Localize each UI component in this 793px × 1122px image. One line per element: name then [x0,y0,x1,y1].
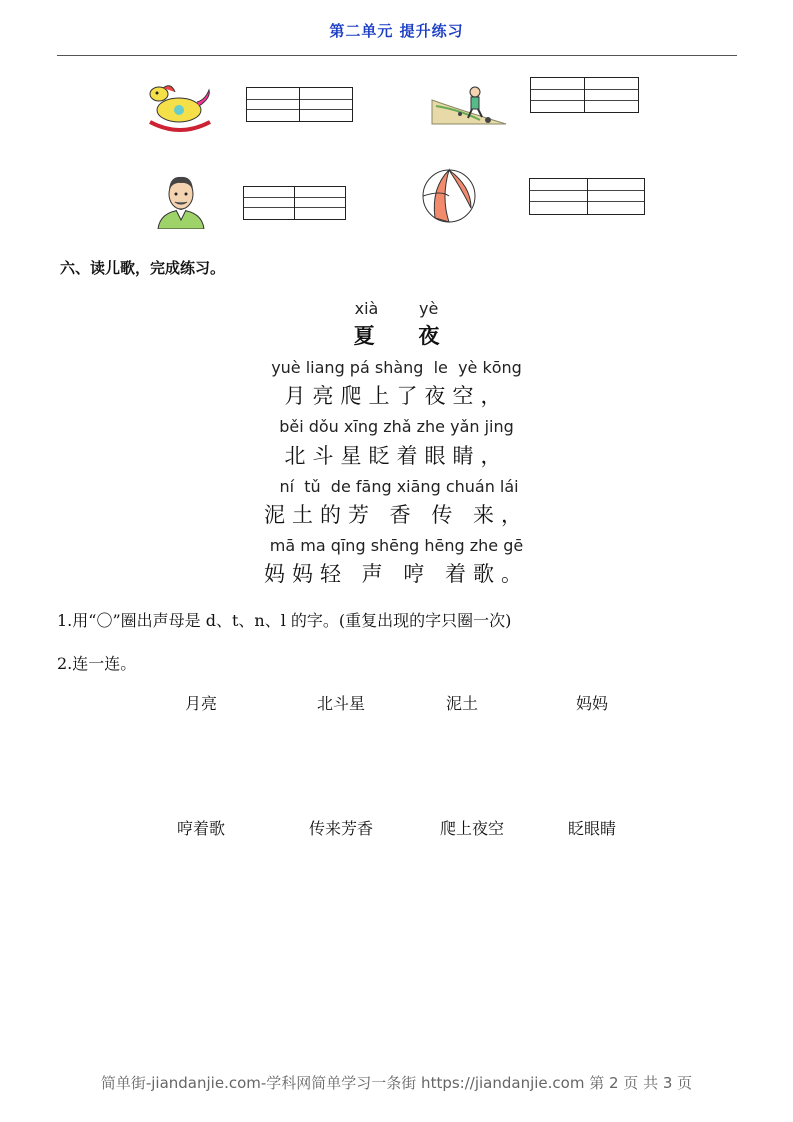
match-word-top[interactable]: 泥土 [445,694,478,713]
child-climbing-hill-icon [430,80,508,128]
poem-title: 夏 夜 [353,323,440,348]
match-word-top[interactable]: 月亮 [184,694,217,713]
page-header-title: 第二单元 提升练习 [329,22,464,40]
poem-line-hanzi: 北斗星眨着眼睛， [284,444,509,468]
question-1: 1.用“〇”圈出声母是 d、t、n、l 的字。(重复出现的字只圈一次) [57,611,512,630]
poem-title-pinyin: xià yè [354,299,439,318]
match-word-top[interactable]: 北斗星 [316,694,365,713]
poem-line-hanzi: 泥土的芳 香 传 来， [263,503,530,527]
match-word-top[interactable]: 妈妈 [575,694,608,713]
pinyin-writing-box[interactable] [243,186,346,220]
pinyin-writing-box[interactable] [530,77,639,113]
match-word-bottom[interactable]: 眨眼睛 [567,819,616,838]
match-word-bottom[interactable]: 哼着歌 [176,819,225,838]
pinyin-writing-box[interactable] [246,87,353,122]
poem-line-hanzi: 妈妈轻 声 哼 着歌。 [263,562,530,586]
grandpa-icon [156,172,206,229]
question-2: 2.连一连。 [57,654,137,673]
rocking-horse-icon [145,80,215,135]
pinyin-writing-box[interactable] [529,178,645,215]
poem-line-pinyin: ní tǔ de fāng xiāng chuán lái [274,477,519,496]
beach-ball-icon [421,168,477,224]
match-word-bottom[interactable]: 爬上夜空 [439,819,504,838]
poem-line-hanzi: 月亮爬上了夜空， [284,384,509,408]
poem-line-pinyin: mā ma qīng shēng hēng zhe gē [269,536,524,555]
poem-line-pinyin: yuè liang pá shàng le yè kōng [271,358,522,377]
page-footer: 简单街-jiandanjie.com-学科网简单学习一条街 https://jiandanjie.com 第 2 页 共 3 页 [100,1074,693,1092]
match-word-bottom[interactable]: 传来芳香 [308,819,373,838]
poem-line-pinyin: běi dǒu xīng zhǎ zhe yǎn jing [279,417,514,436]
section-title: 六、读儿歌，完成练习。 [60,259,226,277]
header-divider [57,55,737,56]
